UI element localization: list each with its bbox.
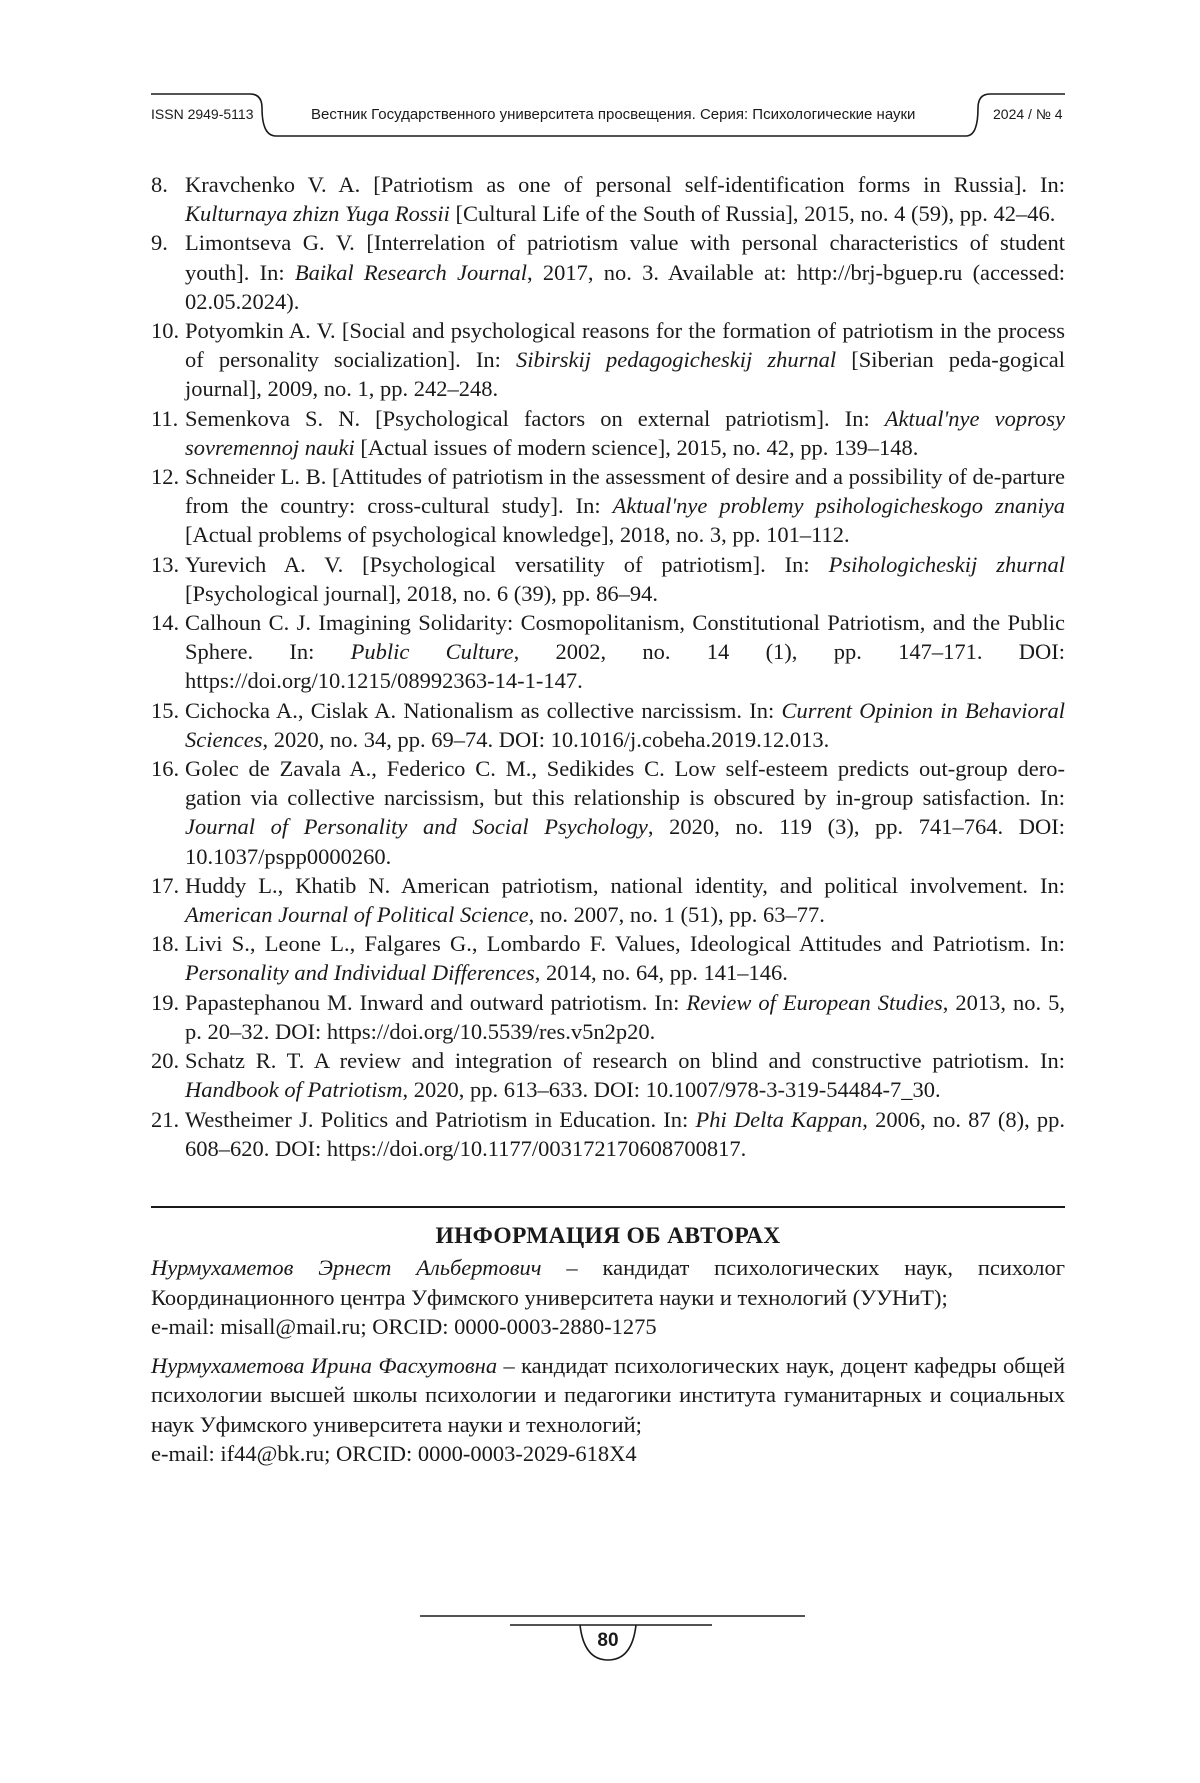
reference-number: 20. [151, 1048, 180, 1074]
reference-source-title: Personality and Individual Differences [185, 960, 535, 986]
reference-text: Calhoun C. J. Imagining Solidarity: Cosmopolitanism, Constitutional Patriotism, and the Public Sphere. In: [185, 610, 1065, 665]
author-contact: e-mail: misall@mail.ru; ORCID: 0000-0003-2880-1275 [151, 1313, 657, 1339]
reference-text: [Cultural Life of the South of Russia], 2015, no. 4 (59), pp. 42–46. [449, 201, 1056, 227]
header-rule [0, 0, 1200, 150]
reference-source-title: Kulturnaya zhizn Yuga Rossii [185, 201, 450, 227]
reference-number: 19. [151, 989, 180, 1015]
reference-text: , 2013, no. 5, p. 20–32. DOI: https://doi.org/10.5539/res.v5n2p20. [185, 989, 1065, 1044]
reference-text: [Psychological journal], 2018, no. 6 (39), pp. 86–94. [185, 580, 659, 606]
reference-text: [Siberian peda-gogical journal], 2009, no. 1, pp. 242–248. [185, 347, 1065, 402]
reference-item [151, 929, 1065, 987]
author-info-section [151, 1222, 1065, 1468]
reference-text: Cichocka A., Cislak A. Nationalism as collective narcissism. In: [185, 697, 782, 723]
reference-text: , no. 2007, no. 1 (51), pp. 63–77. [528, 902, 825, 928]
reference-text: , 2002, no. 14 (1), pp. 147–171. DOI: https://doi.org/10.1215/08992363-14-1-147. [185, 639, 1065, 694]
author-entry [151, 1253, 1065, 1341]
reference-source-title: Current Opinion in Behavioral Sciences [185, 697, 1065, 752]
reference-source-title: Aktual'nye problemy psihologicheskogo znaniya [612, 493, 1066, 519]
reference-text: , 2020, pp. 613–633. DOI: 10.1007/978-3-319-54484-7_30. [402, 1077, 941, 1103]
reference-source-title: American Journal of Political Science [185, 902, 529, 928]
page-number: 80 [597, 1630, 619, 1651]
reference-item [151, 608, 1065, 696]
reference-number: 21. [151, 1106, 180, 1132]
reference-item [151, 754, 1065, 871]
author-description: – кандидат психологических наук, доцент кафедры общей психологии высшей школы психологии и педагогики института гуманитарных и социальных наук Уфимского университета науки и технологий; [151, 1353, 1065, 1437]
header-issn: ISSN 2949-5113 [151, 106, 254, 122]
reference-source-title: Handbook of Patriotism [185, 1077, 403, 1103]
reference-text: Livi S., Leone L., Falgares G., Lombardo F. Values, Ideological Attitudes and Patriotism. In: [185, 931, 1065, 957]
reference-text: Limontseva G. V. [Interrelation of patriotism value with personal characteristics of student youth]. In: [185, 230, 1065, 285]
reference-source-title: Review of European Studies [686, 989, 943, 1015]
reference-number: 12. [151, 464, 180, 490]
reference-source-title: Phi Delta Kappan [695, 1106, 863, 1132]
reference-item [151, 550, 1065, 608]
reference-item [151, 316, 1065, 404]
reference-text: [Actual problems of psychological knowledge], 2018, no. 3, pp. 101–112. [185, 522, 850, 548]
reference-text: , 2017, no. 3. Available at: http://brj-bguep.ru (accessed: 02.05.2024). [185, 259, 1066, 314]
reference-text: Schneider L. B. [Attitudes of patriotism in the assessment of desire and a possibility of de-parture from the country: cross-cultural study]. In: [185, 464, 1065, 519]
reference-text: Kravchenko V. A. [Patriotism as one of personal self-identification forms in Russia]. In: [185, 172, 1065, 197]
author-entry [151, 1351, 1065, 1468]
reference-source-title: Public Culture [350, 639, 514, 665]
reference-number: 8. [151, 172, 168, 197]
reference-text: , 2006, no. 87 (8), pp. 608–620. DOI: https://doi.org/10.1177/003172170608700817. [185, 1106, 1065, 1161]
reference-source-title: Journal of Personality and Social Psychology [185, 814, 648, 840]
reference-item [151, 462, 1065, 550]
reference-text: Semenkova S. N. [Psychological factors on external patriotism]. In: [185, 405, 885, 431]
reference-text: Westheimer J. Politics and Patriotism in Education. In: [185, 1106, 696, 1132]
reference-item [151, 871, 1065, 929]
reference-text: [Actual issues of modern science], 2015, no. 42, pp. 139–148. [354, 434, 919, 460]
reference-item [151, 1105, 1065, 1163]
reference-text: Potyomkin A. V. [Social and psychological reasons for the formation of patriotism in the process of personality socialization]. In: [185, 318, 1065, 373]
reference-source-title: Psihologicheskij zhurnal [828, 551, 1065, 577]
reference-number: 10. [151, 318, 180, 344]
reference-number: 11. [151, 405, 179, 431]
reference-text: Golec de Zavala A., Federico C. M., Sedikides C. Low self-esteem predicts out-group dero-gation via collective narcissism, but this relationship is obscured by in-group satisfaction. In: [185, 756, 1065, 811]
author-name: Нурмухаметов Эрнест Альбертович [151, 1255, 542, 1281]
reference-number: 9. [151, 230, 168, 256]
reference-number: 15. [151, 697, 180, 723]
header-issue: 2024 / № 4 [993, 106, 1063, 122]
author-description: – кандидат психологических наук, психолог Координационного центра Уфимского университета науки и технологий (УУНиТ); [151, 1255, 1065, 1310]
reference-item [151, 696, 1065, 754]
reference-list [151, 170, 1065, 1163]
header-journal-title: Вестник Государственного университета просвещения. Серия: Психологические науки [311, 106, 916, 123]
reference-item [151, 170, 1065, 228]
reference-text: Papastephanou M. Inward and outward patriotism. In: [185, 989, 687, 1015]
reference-text: Yurevich A. V. [Psychological versatility of patriotism]. In: [185, 551, 829, 577]
reference-text: , 2020, no. 119 (3), pp. 741–764. DOI: 10.1037/pspp0000260. [185, 814, 1065, 869]
section-divider [151, 1206, 1065, 1208]
reference-source-title: Sibirskij pedagogicheskij zhurnal [515, 347, 837, 373]
reference-number: 14. [151, 610, 180, 636]
reference-number: 17. [151, 872, 180, 898]
reference-item [151, 988, 1065, 1046]
reference-text: Schatz R. T. A review and integration of research on blind and constructive patriotism. In: [185, 1048, 1065, 1074]
reference-number: 16. [151, 756, 180, 782]
reference-item [151, 1046, 1065, 1104]
reference-item [151, 228, 1065, 316]
reference-source-title: Aktual'nye voprosy sovremennoj nauki [185, 405, 1065, 460]
reference-text: , 2020, no. 34, pp. 69–74. DOI: 10.1016/j.cobeha.2019.12.013. [262, 726, 830, 752]
reference-number: 13. [151, 551, 180, 577]
reference-item [151, 404, 1065, 462]
author-contact: e-mail: if44@bk.ru; ORCID: 0000-0003-2029-618X4 [151, 1441, 637, 1467]
reference-text: Huddy L., Khatib N. American patriotism, national identity, and political involvement. In: [185, 872, 1065, 898]
reference-number: 18. [151, 931, 180, 957]
reference-text: , 2014, no. 64, pp. 141–146. [534, 960, 788, 986]
author-name: Нурмухаметова Ирина Фасхутовна [151, 1353, 498, 1379]
author-info-heading: ИНФОРМАЦИЯ ОБ АВТОРАХ [435, 1223, 781, 1249]
reference-source-title: Baikal Research Journal [294, 259, 527, 285]
